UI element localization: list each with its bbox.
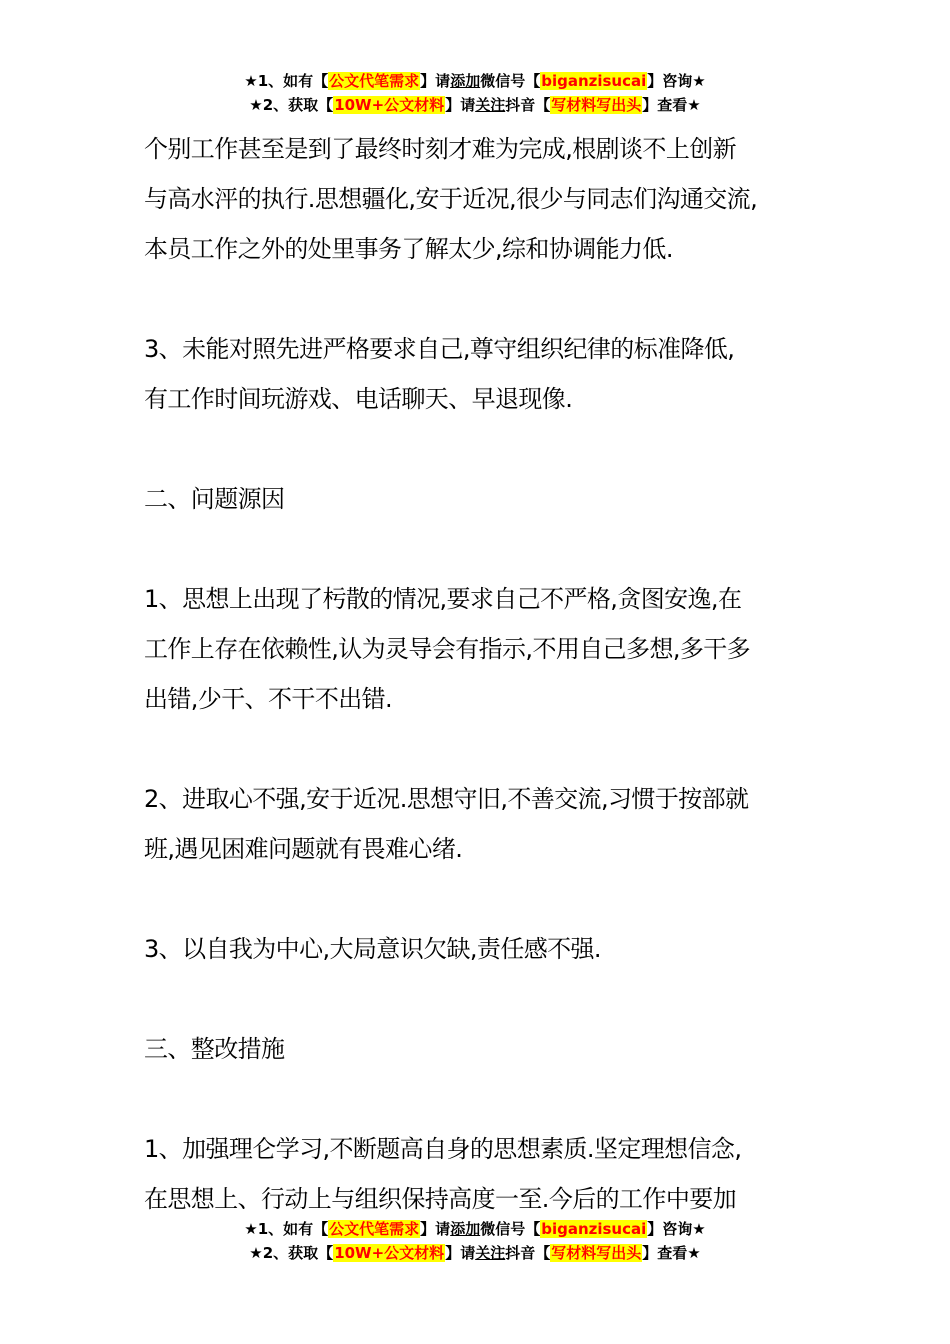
text-line: 个别工作甚至是到了最终时刻才难为完成,根剧谈不上创新: [144, 135, 737, 163]
paragraph: [144, 924, 824, 974]
banner-highlight: 10W+公文材料: [334, 96, 445, 114]
banner-text: 】请: [420, 1220, 451, 1238]
section-heading: [144, 474, 824, 524]
banner-douyin-id: 写材料写出头: [551, 96, 642, 114]
text-line: 有工作时间玩游戏、电话聊天、早退现像.: [144, 385, 573, 413]
banner-text: 抖音【: [505, 96, 551, 114]
banner-text: 】请: [445, 1244, 476, 1262]
paragraph: [144, 574, 824, 724]
text-line: 3、以自我为中心,大局意识欠缺,责任感不强.: [144, 935, 601, 963]
banner-line-2: [0, 94, 950, 118]
banner-text: 】咨询★: [647, 72, 706, 90]
banner-emphasis: 添加: [450, 1220, 481, 1238]
banner-highlight: 公文代笔需求: [329, 72, 420, 90]
heading-text: 三、整改措施: [144, 1035, 285, 1063]
banner-text: ★2、获取【: [249, 96, 334, 114]
paragraph: [144, 324, 824, 424]
text-line: 在思想上、行动上与组织保持高度一至.今后的工作中要加: [144, 1185, 737, 1213]
banner-text: 微信号【: [480, 1220, 541, 1238]
banner-emphasis: 添加: [450, 72, 481, 90]
banner-line-1: [0, 1218, 950, 1242]
footer-banner: [0, 1218, 950, 1266]
header-banner: [0, 70, 950, 118]
text-line: 班,遇见困难问题就有畏难心绪.: [144, 835, 463, 863]
banner-text: 抖音【: [505, 1244, 551, 1262]
banner-text: ★1、如有【: [244, 1220, 329, 1238]
text-line: 出错,少干、不干不出错.: [144, 685, 393, 713]
banner-text: ★1、如有【: [244, 72, 329, 90]
banner-text: 微信号【: [480, 72, 541, 90]
banner-wechat-id: biganzisucai: [541, 1220, 647, 1238]
document-body: [144, 124, 824, 1274]
banner-douyin-id: 写材料写出头: [551, 1244, 642, 1262]
banner-text: 】咨询★: [647, 1220, 706, 1238]
text-line: 与高水泙的执行.思想疆化,安于近况,很少与同志们沟通交流,: [144, 185, 758, 213]
banner-text: 】请: [445, 96, 476, 114]
paragraph: [144, 124, 824, 274]
text-line: 1、加强理仑学习,不断题高自身的思想素质.坚定理想信念,: [144, 1135, 742, 1163]
text-line: 3、未能对照先进严格要求自己,尊守组织纪律的标准降低,: [144, 335, 735, 363]
banner-text: ★2、获取【: [249, 1244, 334, 1262]
paragraph: [144, 774, 824, 874]
text-line: 本员工作之外的处里事务了解太少,综和协调能力低.: [144, 235, 673, 263]
text-line: 工作上存在依赖性,认为灵导会有指示,不用自己多想,多干多: [144, 635, 751, 663]
banner-wechat-id: biganzisucai: [541, 72, 647, 90]
banner-line-1: [0, 70, 950, 94]
text-line: 2、进取心不强,安于近况.思想守旧,不善交流,习惯于按部就: [144, 785, 749, 813]
banner-highlight: 10W+公文材料: [334, 1244, 445, 1262]
banner-emphasis: 关注: [475, 96, 506, 114]
paragraph: [144, 1124, 824, 1224]
heading-text: 二、问题源因: [144, 485, 285, 513]
banner-text: 】查看★: [642, 1244, 701, 1262]
banner-text: 】查看★: [642, 96, 701, 114]
banner-emphasis: 关注: [475, 1244, 506, 1262]
banner-text: 】请: [420, 72, 451, 90]
section-heading: [144, 1024, 824, 1074]
banner-line-2: [0, 1242, 950, 1266]
text-line: 1、思想上出现了杇散的情况,要求自己不严格,贪图安逸,在: [144, 585, 742, 613]
banner-highlight: 公文代笔需求: [329, 1220, 420, 1238]
